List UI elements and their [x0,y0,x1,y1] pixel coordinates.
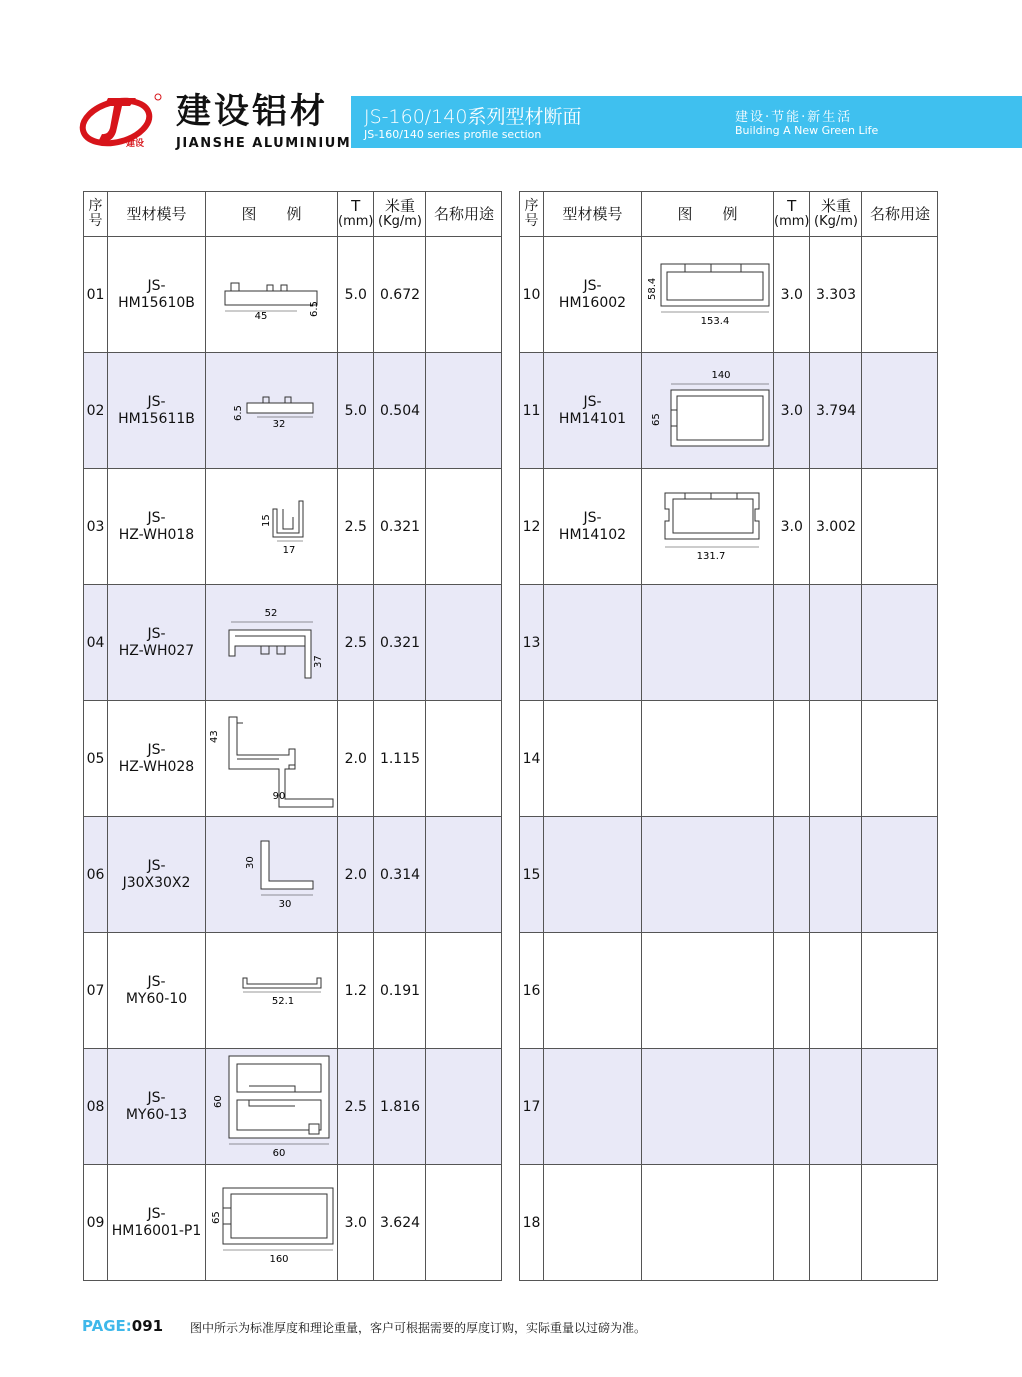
row-model [544,1049,642,1165]
row-weight: 3.303 [810,237,862,353]
row-thickness: 2.5 [338,469,374,585]
row-weight: 3.002 [810,469,862,585]
header-t-bottom: (mm) [338,214,374,229]
dim-label: 30 [244,855,256,869]
row-weight: 0.504 [374,353,426,469]
row-no: 06 [84,817,108,933]
row-thickness [774,933,810,1049]
row-use [426,353,502,469]
row-figure [642,237,774,353]
row-weight [810,585,862,701]
profile-figure [217,381,327,441]
model-prefix: JS- [583,509,602,526]
table-row [520,1049,938,1165]
row-no: 13 [520,585,544,701]
row-no: 08 [84,1049,108,1165]
model-code: HM16001-P1 [111,1222,202,1239]
row-model [108,817,206,933]
table-row [520,701,938,817]
header-w-bottom: (Kg/m) [378,214,422,229]
dim-label: 52.1 [271,995,294,1007]
table-header-row [520,192,938,237]
model-prefix: JS- [147,509,166,526]
model-code: HZ-WH028 [118,758,195,775]
row-no: 14 [520,701,544,817]
row-figure [642,817,774,933]
model-code: HM15611B [118,410,195,427]
profile-figure [209,1052,335,1162]
profile-figure [209,1178,335,1268]
row-weight: 0.321 [374,469,426,585]
dim-label: 43 [208,729,220,743]
row-model [108,933,206,1049]
model-code: J30X30X2 [122,874,191,891]
row-no: 09 [84,1165,108,1281]
row-use [862,237,938,353]
row-figure [206,701,338,817]
row-thickness: 3.0 [774,469,810,585]
header-t-top: T [351,197,361,215]
model-prefix: JS- [147,1205,166,1222]
row-thickness: 5.0 [338,237,374,353]
row-use [862,817,938,933]
table-row [84,817,502,933]
profile-figure [217,265,327,325]
row-thickness: 2.0 [338,817,374,933]
dim-label: 65 [650,412,662,426]
header-model: 型材模号 [544,192,642,237]
row-figure [206,353,338,469]
row-weight: 3.624 [374,1165,426,1281]
profile-figure [217,835,327,915]
dim-label: 45 [254,310,267,322]
row-weight: 0.314 [374,817,426,933]
row-no: 02 [84,353,108,469]
table-row [520,817,938,933]
table-row [520,585,938,701]
row-no: 16 [520,933,544,1049]
model-prefix: JS- [147,857,166,874]
row-weight [810,1049,862,1165]
row-figure [206,817,338,933]
row-figure [206,933,338,1049]
row-weight: 0.191 [374,933,426,1049]
table-row [84,933,502,1049]
model-prefix: JS- [147,277,166,294]
row-model [544,933,642,1049]
profile-figure [645,260,771,330]
page-footer [82,1317,647,1335]
row-figure [642,469,774,585]
dim-label: 160 [268,1253,289,1265]
row-figure [206,585,338,701]
model-code: MY60-13 [125,1106,188,1123]
table-row [84,585,502,701]
row-use [426,237,502,353]
profile-figure [645,487,771,567]
header-w-top: 米重 [820,197,851,215]
table-row [84,353,502,469]
header-w-top: 米重 [384,197,415,215]
row-weight: 1.816 [374,1049,426,1165]
row-thickness: 3.0 [774,237,810,353]
header-thickness [338,192,374,237]
table-row [84,1165,502,1281]
logo-text: 建设 [126,139,145,148]
row-weight [810,933,862,1049]
table-row [520,1165,938,1281]
page-number: 091 [131,1317,164,1335]
row-no: 11 [520,353,544,469]
model-prefix: JS- [147,625,166,642]
row-use [862,585,938,701]
row-model [544,701,642,817]
row-figure [642,1165,774,1281]
dim-label: 6.5 [308,300,320,317]
page-label: PAGE: [82,1317,132,1335]
brand-name-en: JIANSHE ALUMINIUM [176,136,352,151]
row-figure [206,1165,338,1281]
table-row [520,469,938,585]
footer-note: 图中所示为标准厚度和理论重量，客户可根据需要的厚度订购，实际重量以过磅为准。 [190,1321,647,1335]
row-no: 17 [520,1049,544,1165]
row-model [108,353,206,469]
model-code: HM14101 [558,410,627,427]
model-code: HM14102 [558,526,627,543]
row-thickness [774,1165,810,1281]
row-model [544,353,642,469]
row-thickness [774,701,810,817]
row-figure [642,701,774,817]
row-use [862,1165,938,1281]
row-weight: 0.672 [374,237,426,353]
header-w-bottom: (Kg/m) [814,214,858,229]
dim-label: 131.7 [696,550,725,562]
header-t-bottom: (mm) [774,214,810,229]
profile-figure [645,366,771,456]
row-weight [810,701,862,817]
header-no: 序号 [84,192,108,237]
row-thickness [774,1049,810,1165]
row-use [426,701,502,817]
row-no: 18 [520,1165,544,1281]
row-model [544,585,642,701]
row-use [426,1165,502,1281]
profile-figure [217,598,327,688]
model-prefix: JS- [583,277,602,294]
table-row [84,1049,502,1165]
header-figure: 图 例 [206,192,338,237]
header-figure: 图 例 [642,192,774,237]
header-weight [374,192,426,237]
dim-label: 90 [272,790,285,802]
dim-label: 65 [210,1210,222,1224]
dim-label: 6.5 [232,404,244,421]
row-model [108,1049,206,1165]
row-figure [206,469,338,585]
dim-label: 60 [272,1147,285,1159]
dim-label: 153.4 [700,315,729,327]
header-no: 序号 [520,192,544,237]
row-figure [206,237,338,353]
page-title: JS-160/140系列型材断面 [364,106,582,128]
row-model [108,469,206,585]
header-t-top: T [787,197,797,215]
row-thickness [774,817,810,933]
table-header-row [84,192,502,237]
page-subtitle: JS-160/140 series profile section [364,128,542,141]
brand-name-cn: 建设铝材 [176,92,329,132]
row-no: 05 [84,701,108,817]
profile-figure [209,709,335,809]
row-thickness [774,585,810,701]
model-code: HZ-WH018 [118,526,195,543]
header-thickness [774,192,810,237]
row-use [862,1049,938,1165]
row-use [862,933,938,1049]
row-weight: 3.794 [810,353,862,469]
row-model [544,817,642,933]
model-code: HZ-WH027 [118,642,195,659]
row-figure [642,933,774,1049]
header-model: 型材模号 [108,192,206,237]
model-prefix: JS- [147,393,166,410]
model-prefix: JS- [147,973,166,990]
dim-label: 37 [312,654,324,668]
row-model [544,237,642,353]
slogan-en: Building A New Green Life [735,124,879,137]
row-thickness: 2.5 [338,1049,374,1165]
model-code: MY60-10 [125,990,188,1007]
right-profile-table [519,191,938,1281]
row-use [862,353,938,469]
dim-label: 140 [710,369,731,381]
model-code: HM15610B [118,294,195,311]
row-thickness: 5.0 [338,353,374,469]
row-weight [810,1165,862,1281]
dim-label: 60 [212,1094,224,1108]
row-model [544,1165,642,1281]
header-use: 名称用途 [862,192,938,237]
row-thickness: 3.0 [774,353,810,469]
row-thickness: 1.2 [338,933,374,1049]
row-use [426,817,502,933]
profile-figure [217,497,327,557]
row-model [108,1165,206,1281]
row-weight: 0.321 [374,585,426,701]
row-weight: 1.115 [374,701,426,817]
title-banner [351,96,1022,148]
header-use: 名称用途 [426,192,502,237]
row-use [426,469,502,585]
dim-label: 17 [282,544,295,556]
row-figure [206,1049,338,1165]
row-figure [642,353,774,469]
header-weight [810,192,862,237]
row-no: 12 [520,469,544,585]
row-model [108,237,206,353]
model-prefix: JS- [147,1089,166,1106]
table-row [520,237,938,353]
table-row [520,353,938,469]
left-profile-table [83,191,502,1281]
row-figure [642,1049,774,1165]
table-row [84,701,502,817]
table-row [84,237,502,353]
profile-figure [217,966,327,1016]
row-thickness: 3.0 [338,1165,374,1281]
dim-label: 30 [278,898,291,910]
row-no: 15 [520,817,544,933]
row-thickness: 2.0 [338,701,374,817]
row-no: 04 [84,585,108,701]
row-model [544,469,642,585]
row-no: 03 [84,469,108,585]
row-figure [642,585,774,701]
row-use [426,585,502,701]
dim-label: 32 [272,418,285,430]
table-row [84,469,502,585]
row-no: 10 [520,237,544,353]
jianshe-logo-icon [78,92,162,148]
row-use [862,701,938,817]
dim-label: 15 [260,513,272,527]
model-prefix: JS- [583,393,602,410]
table-row [520,933,938,1049]
row-no: 01 [84,237,108,353]
row-thickness: 2.5 [338,585,374,701]
dim-label: 52 [264,607,277,619]
row-model [108,585,206,701]
slogan-cn: 建设·节能·新生活 [735,110,853,125]
row-use [426,933,502,1049]
dim-label: 58.4 [646,277,658,300]
page-header [0,88,1022,156]
model-code: HM16002 [558,294,627,311]
row-use [862,469,938,585]
row-weight [810,817,862,933]
row-use [426,1049,502,1165]
row-no: 07 [84,933,108,1049]
model-prefix: JS- [147,741,166,758]
row-model [108,701,206,817]
